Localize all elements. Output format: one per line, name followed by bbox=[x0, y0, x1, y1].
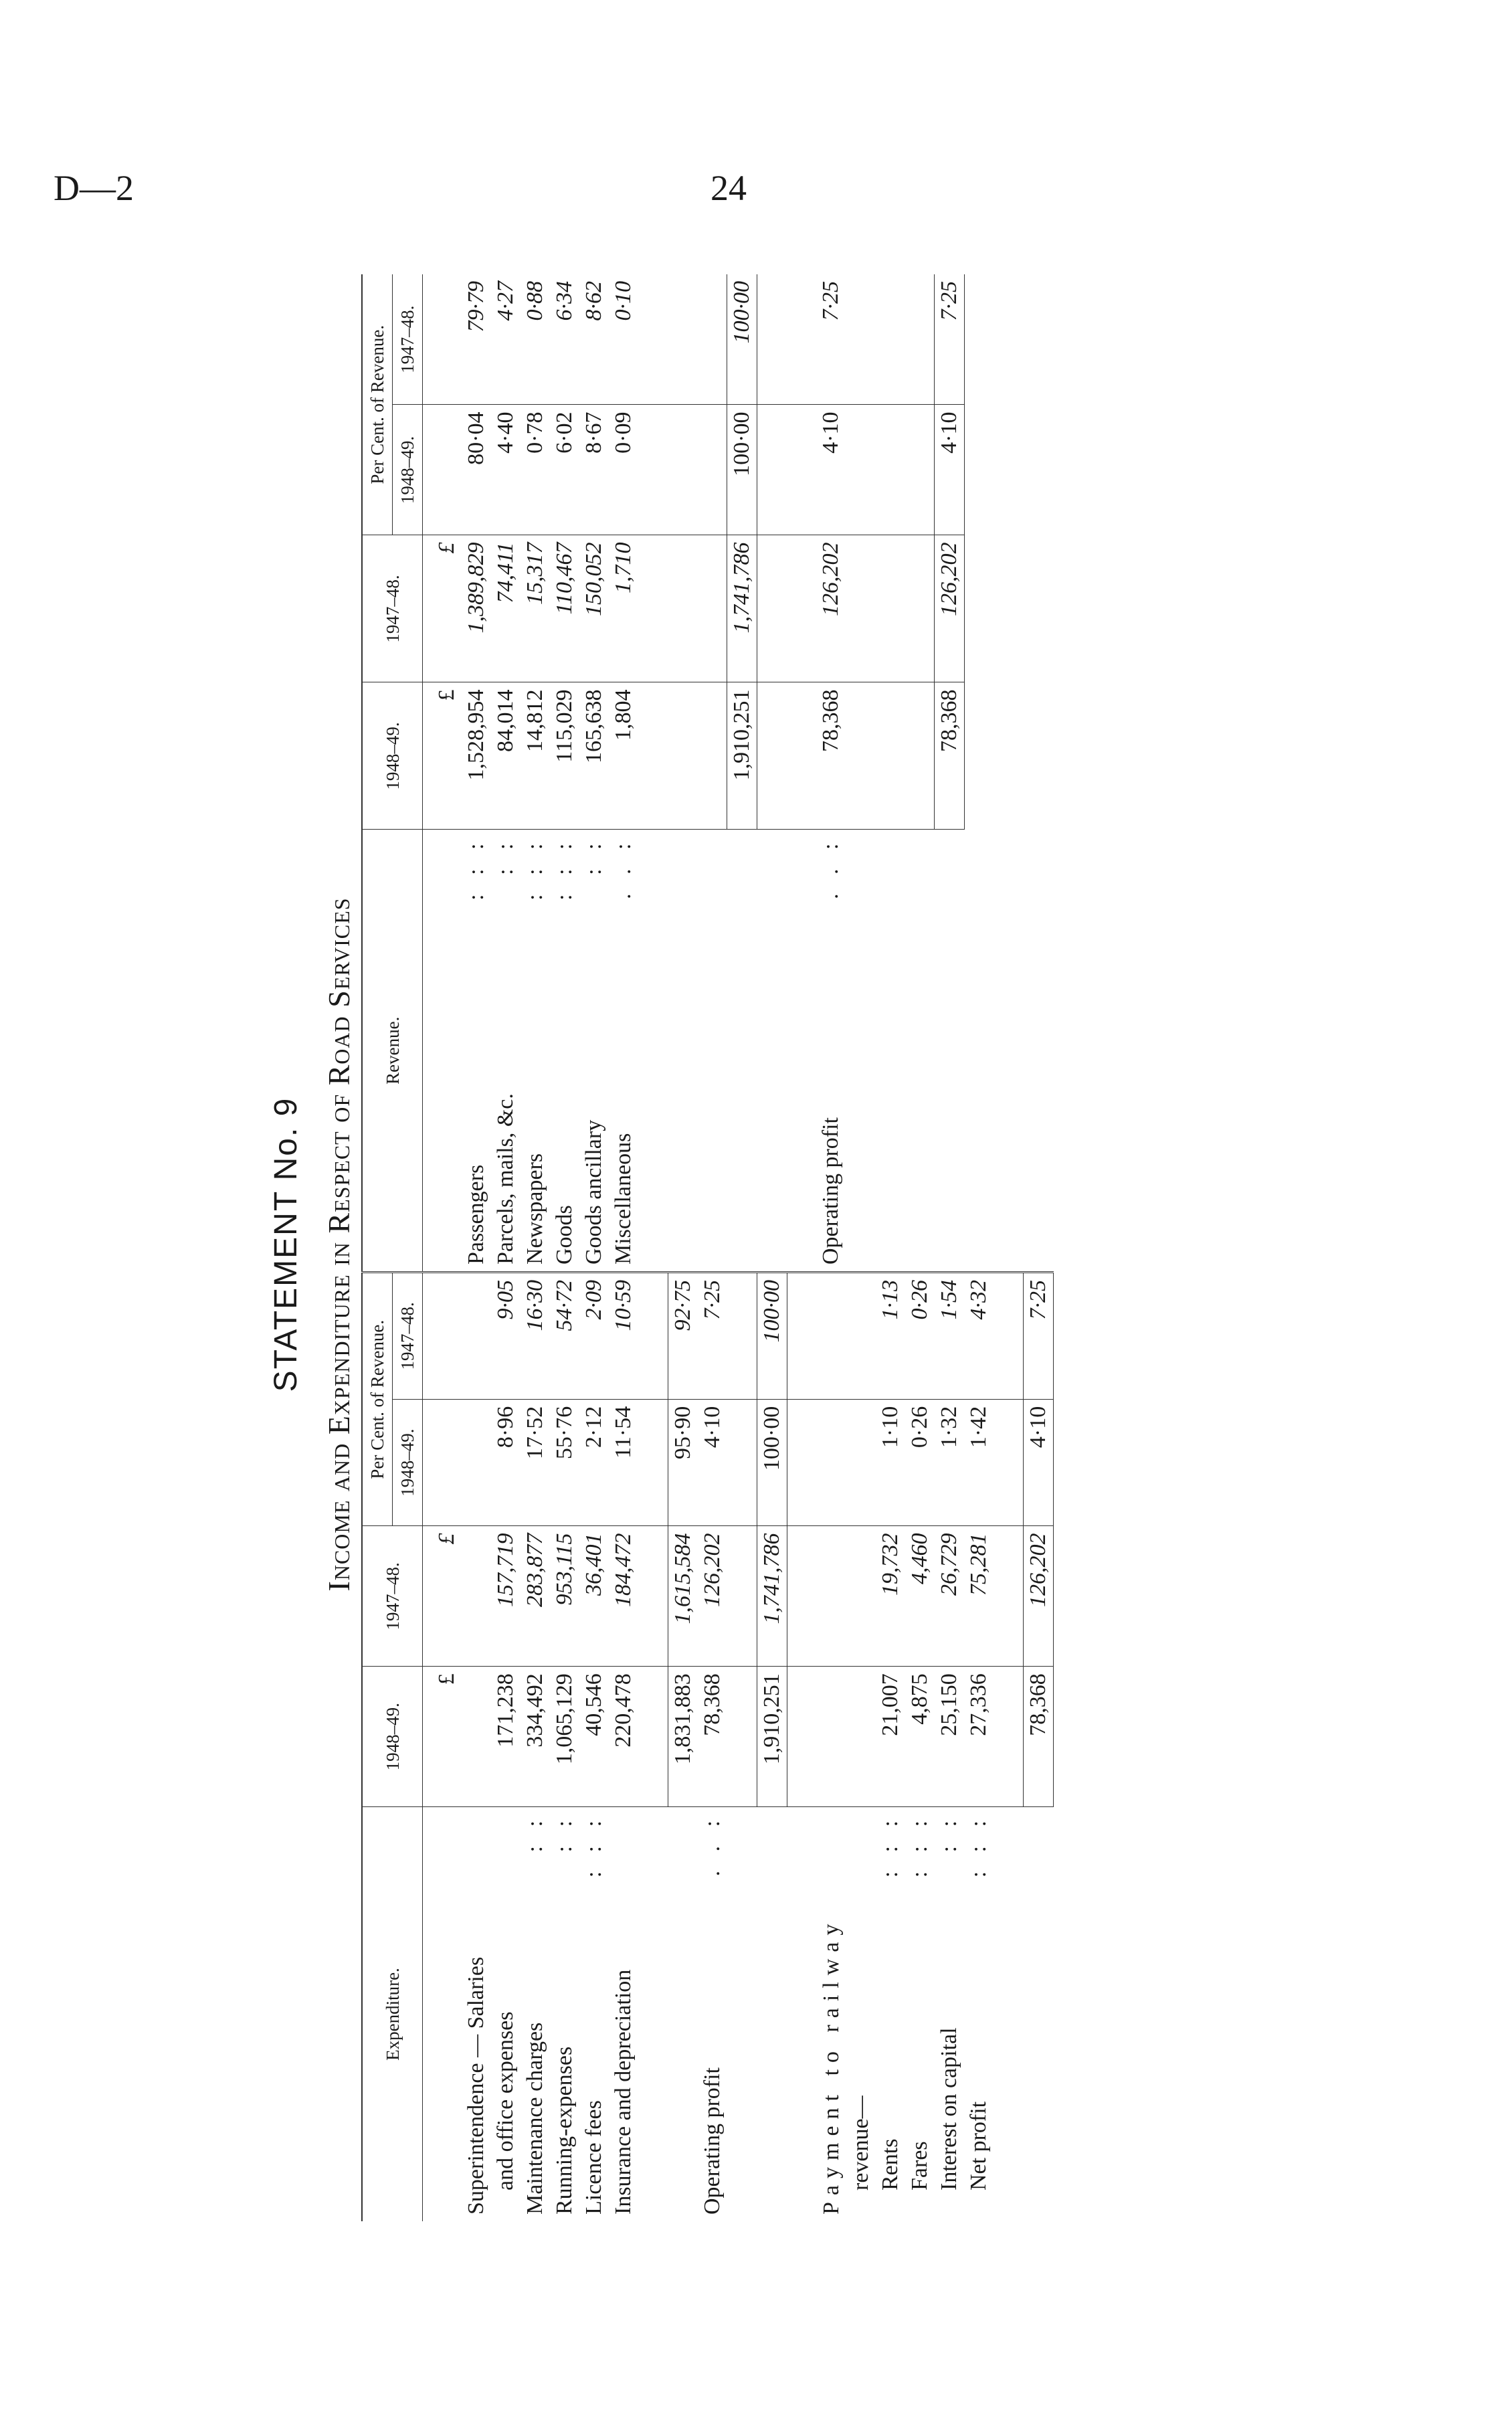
exp-pct-year2-header: 1947–48. bbox=[393, 1273, 423, 1400]
total-1948-49: 1,910,251 bbox=[757, 1667, 787, 1807]
statement-subtitle: Income and Expenditure in Respect of Road Services bbox=[322, 897, 356, 1592]
total-1947-48: 126,202 bbox=[1024, 1526, 1054, 1667]
row-label: Rents bbox=[878, 2138, 903, 2190]
exp-year1-header: 1948–49. bbox=[362, 1667, 423, 1807]
total-1947-48: 126,202 bbox=[935, 535, 965, 682]
value-1948-49: 115,029 bbox=[550, 682, 579, 830]
pct-1947-48: 8·62 bbox=[581, 281, 606, 321]
value-1947-48: 184,472 bbox=[609, 1526, 638, 1667]
total-1948-49: 1,910,251 bbox=[727, 682, 757, 830]
total-pct-1947-48: 100·00 bbox=[727, 274, 757, 405]
value-1948-49: 1,065,129 bbox=[550, 1667, 579, 1807]
value-1948-49: 165,638 bbox=[579, 682, 609, 830]
pct-1947-48: 6·34 bbox=[552, 281, 577, 321]
pct-1947-48: 4·32 bbox=[966, 1280, 991, 1320]
table-row bbox=[423, 274, 462, 1271]
pct-1948-49: 2·12 bbox=[579, 1399, 609, 1526]
value-1947-48: 74,411 bbox=[491, 535, 521, 682]
pct-1948-49: 1·42 bbox=[964, 1399, 994, 1526]
pct-1947-48: 4·27 bbox=[493, 281, 518, 321]
rev-year2-header: 1947–48. bbox=[362, 535, 423, 682]
currency-symbol: £ bbox=[423, 682, 462, 830]
pct-1947-48: 7·25 bbox=[818, 281, 843, 321]
pct-1947-48: 0·26 bbox=[907, 1280, 932, 1320]
row-label: Licence fees bbox=[581, 2100, 606, 2215]
row-label: Maintenance charges bbox=[523, 2022, 547, 2215]
pct-1947-48: 16·30 bbox=[523, 1280, 547, 1331]
total-pct-1947-48: 100·00 bbox=[757, 1273, 787, 1400]
table-row bbox=[491, 1273, 521, 2222]
value-1948-49: 1,528,954 bbox=[462, 682, 491, 830]
rev-pct-header: Per Cent. of Revenue. bbox=[362, 274, 393, 535]
pct-1948-49: 4·10 bbox=[816, 405, 846, 535]
value-1947-48: 26,729 bbox=[935, 1526, 964, 1667]
exp-pct-header: Per Cent. of Revenue. bbox=[362, 1273, 393, 1526]
statement-tables bbox=[361, 268, 1285, 2221]
pct-1948-49: 6·02 bbox=[550, 405, 579, 535]
row-label: Insurance and depreciation bbox=[609, 1807, 638, 2221]
table-row: . . : Miscellaneous 1,804 1,710 0·09 0·10 bbox=[609, 274, 638, 1271]
value-1947-48: 1,389,829 bbox=[462, 535, 491, 682]
operating-profit-row: . . : Operating profit 78,368 126,202 4·10 7·25 bbox=[816, 274, 846, 1271]
pct-1947-48: 54·72 bbox=[552, 1280, 577, 1331]
total-pct-1948-49: 4·10 bbox=[1024, 1399, 1054, 1526]
pct-1948-49: 4·40 bbox=[491, 405, 521, 535]
rev-pct-year1-header: 1948–49. bbox=[393, 405, 423, 535]
subtotal-pct-1948-49: 95·90 bbox=[668, 1399, 698, 1526]
pct-1948-49: 4·10 bbox=[698, 1399, 727, 1526]
currency-symbol: £ bbox=[423, 1667, 462, 1807]
value-1947-48: 75,281 bbox=[964, 1526, 994, 1667]
rev-pct-year2-header: 1947–48. bbox=[393, 274, 423, 405]
value-1948-49: 78,368 bbox=[816, 682, 846, 830]
row-label: Newspapers bbox=[523, 1153, 547, 1265]
row-label: Goods ancillary bbox=[581, 1119, 606, 1265]
pct-1947-48: 7·25 bbox=[700, 1280, 725, 1320]
exp-pct-year1-header: 1948–49. bbox=[393, 1399, 423, 1526]
row-label: Operating profit bbox=[818, 1117, 843, 1265]
row-label: Running-expenses bbox=[552, 2046, 577, 2215]
table-row: : : : Goods 115,029 110,467 6·02 6·34 bbox=[550, 274, 579, 1271]
value-1947-48: 283,877 bbox=[521, 1526, 550, 1667]
table-row bbox=[462, 1273, 491, 2222]
pct-1948-49: 0·78 bbox=[521, 405, 550, 535]
total-1948-49: 78,368 bbox=[935, 682, 965, 830]
row-label: Interest on capital bbox=[937, 2027, 961, 2190]
page-code: D—2 bbox=[54, 168, 134, 208]
pct-1948-49: 8·96 bbox=[491, 1399, 521, 1526]
value-1948-49: 1,804 bbox=[609, 682, 638, 830]
pct-1947-48: 0·88 bbox=[523, 281, 547, 321]
value-1948-49: 334,492 bbox=[521, 1667, 550, 1807]
total-pct-1948-49: 100·00 bbox=[757, 1399, 787, 1526]
table-row: : : Interest on capital 25,150 26,729 1·32 1·54 bbox=[935, 1273, 964, 2222]
currency-symbol: £ bbox=[423, 535, 462, 682]
subtotal-row bbox=[668, 1273, 698, 2222]
total-pct-1947-48: 7·25 bbox=[935, 274, 965, 405]
value-1947-48: 36,401 bbox=[579, 1526, 609, 1667]
value-1947-48: 15,317 bbox=[521, 535, 550, 682]
pct-1947-48: 79·79 bbox=[464, 281, 488, 333]
pct-1947-48: 2·09 bbox=[581, 1280, 606, 1320]
pct-1947-48: 9·05 bbox=[493, 1280, 518, 1320]
value-1948-49: 27,336 bbox=[964, 1667, 994, 1807]
table-row: : : : Passengers 1,528,954 1,389,829 80·04 79·79 bbox=[462, 274, 491, 1271]
revenue-header: Revenue. bbox=[362, 830, 423, 1271]
table-row: : : : Newspapers 14,812 15,317 0·78 0·88 bbox=[521, 274, 550, 1271]
row-label: Passengers bbox=[464, 1164, 488, 1265]
value-1947-48: 1,710 bbox=[609, 535, 638, 682]
operating-total-row bbox=[935, 274, 965, 1271]
currency-symbol: £ bbox=[423, 1526, 462, 1667]
total-1947-48: 1,741,786 bbox=[727, 535, 757, 682]
subtotal-1948-49: 1,831,883 bbox=[668, 1667, 698, 1807]
value-1948-49: 220,478 bbox=[609, 1667, 638, 1807]
total-row bbox=[727, 274, 757, 1271]
value-1948-49: 40,546 bbox=[579, 1667, 609, 1807]
pct-1948-49: 55·76 bbox=[550, 1399, 579, 1526]
table-row: : : Maintenance charges 334,492 283,877 17·52 16·30 bbox=[521, 1273, 550, 2222]
value-1948-49: 14,812 bbox=[521, 682, 550, 830]
pct-1948-49: 8·67 bbox=[579, 405, 609, 535]
row-label: and office expenses bbox=[493, 2011, 518, 2190]
row-label: Goods bbox=[552, 1205, 577, 1265]
table-row: : : Parcels, mails, &c. 84,014 74,411 4·40 4·27 bbox=[491, 274, 521, 1271]
row-label: Parcels, mails, &c. bbox=[493, 1093, 518, 1265]
statement-title: STATEMENT No. 9 bbox=[268, 1097, 304, 1392]
row-label: Net profit bbox=[966, 2101, 991, 2190]
total-1947-48: 1,741,786 bbox=[757, 1526, 787, 1667]
value-1948-49: 84,014 bbox=[491, 682, 521, 830]
payments-total-row bbox=[1024, 1273, 1054, 2222]
expenditure-header: Expenditure. bbox=[362, 1807, 423, 2221]
subtotal-1947-48: 1,615,584 bbox=[668, 1526, 698, 1667]
pct-1947-48: 0·10 bbox=[611, 281, 636, 321]
total-pct-1947-48: 7·25 bbox=[1024, 1273, 1054, 1400]
pct-1948-49: 17·52 bbox=[521, 1399, 550, 1526]
payment-heading-cont: revenue— bbox=[846, 1807, 876, 2221]
pct-1948-49: 11·54 bbox=[609, 1399, 638, 1526]
total-pct-1948-49: 100·00 bbox=[727, 405, 757, 535]
table-row bbox=[423, 1273, 462, 2222]
table-row bbox=[817, 1273, 846, 2222]
pct-1948-49: 0·26 bbox=[905, 1399, 935, 1526]
value-1948-49: 21,007 bbox=[876, 1667, 905, 1807]
row-label: Fares bbox=[907, 2141, 932, 2190]
pct-1947-48: 10·59 bbox=[611, 1280, 636, 1331]
value-1948-49: 171,238 bbox=[491, 1667, 521, 1807]
statement-landscape bbox=[268, 268, 1285, 2221]
table-row bbox=[846, 1273, 876, 2222]
row-label: Miscellaneous bbox=[611, 1133, 636, 1265]
value-1947-48: 126,202 bbox=[698, 1526, 727, 1667]
total-row bbox=[757, 1273, 787, 2222]
total-1948-49: 78,368 bbox=[1024, 1667, 1054, 1807]
value-1948-49: 78,368 bbox=[698, 1667, 727, 1807]
operating-profit-row: . . : Operating profit 78,368 126,202 4·10 7·25 bbox=[698, 1273, 727, 2222]
revenue-table bbox=[361, 274, 965, 1271]
row-label: Superintendence — Salaries bbox=[462, 1807, 491, 2221]
pct-1948-49: 1·32 bbox=[935, 1399, 964, 1526]
exp-year2-header: 1947–48. bbox=[362, 1526, 423, 1667]
value-1947-48: 126,202 bbox=[816, 535, 846, 682]
table-row: : : : Net profit 27,336 75,281 1·42 4·32 bbox=[964, 1273, 994, 2222]
pct-1947-48: 1·54 bbox=[937, 1280, 961, 1320]
value-1947-48: 4,460 bbox=[905, 1526, 935, 1667]
value-1947-48: 19,732 bbox=[876, 1526, 905, 1667]
pct-1948-49: 1·10 bbox=[876, 1399, 905, 1526]
total-pct-1948-49: 4·10 bbox=[935, 405, 965, 535]
table-row bbox=[609, 1273, 638, 2222]
value-1947-48: 157,719 bbox=[491, 1526, 521, 1667]
pct-1948-49: 0·09 bbox=[609, 405, 638, 535]
value-1948-49: 25,150 bbox=[935, 1667, 964, 1807]
expenditure-table bbox=[361, 1271, 1054, 2221]
rev-year1-header: 1948–49. bbox=[362, 682, 423, 830]
payment-heading: Payment to railway bbox=[817, 1807, 846, 2221]
value-1947-48: 150,052 bbox=[579, 535, 609, 682]
value-1948-49: 4,875 bbox=[905, 1667, 935, 1807]
subtotal-pct-1947-48: 92·75 bbox=[668, 1273, 698, 1400]
value-1947-48: 110,467 bbox=[550, 535, 579, 682]
value-1947-48: 953,115 bbox=[550, 1526, 579, 1667]
pct-1948-49: 80·04 bbox=[462, 405, 491, 535]
table-row: : : Running-expenses 1,065,129 953,115 55·76 54·72 bbox=[550, 1273, 579, 2222]
table-row: : : : Licence fees 40,546 36,401 2·12 2·09 bbox=[579, 1273, 609, 2222]
table-row: : : : Rents 21,007 19,732 1·10 1·13 bbox=[876, 1273, 905, 2222]
pct-1947-48: 1·13 bbox=[878, 1280, 903, 1320]
page-number: 24 bbox=[711, 168, 747, 208]
row-label: Operating profit bbox=[700, 2067, 725, 2215]
table-row: : : Goods ancillary 165,638 150,052 8·67 8·62 bbox=[579, 274, 609, 1271]
table-row: : : : Fares 4,875 4,460 0·26 0·26 bbox=[905, 1273, 935, 2222]
